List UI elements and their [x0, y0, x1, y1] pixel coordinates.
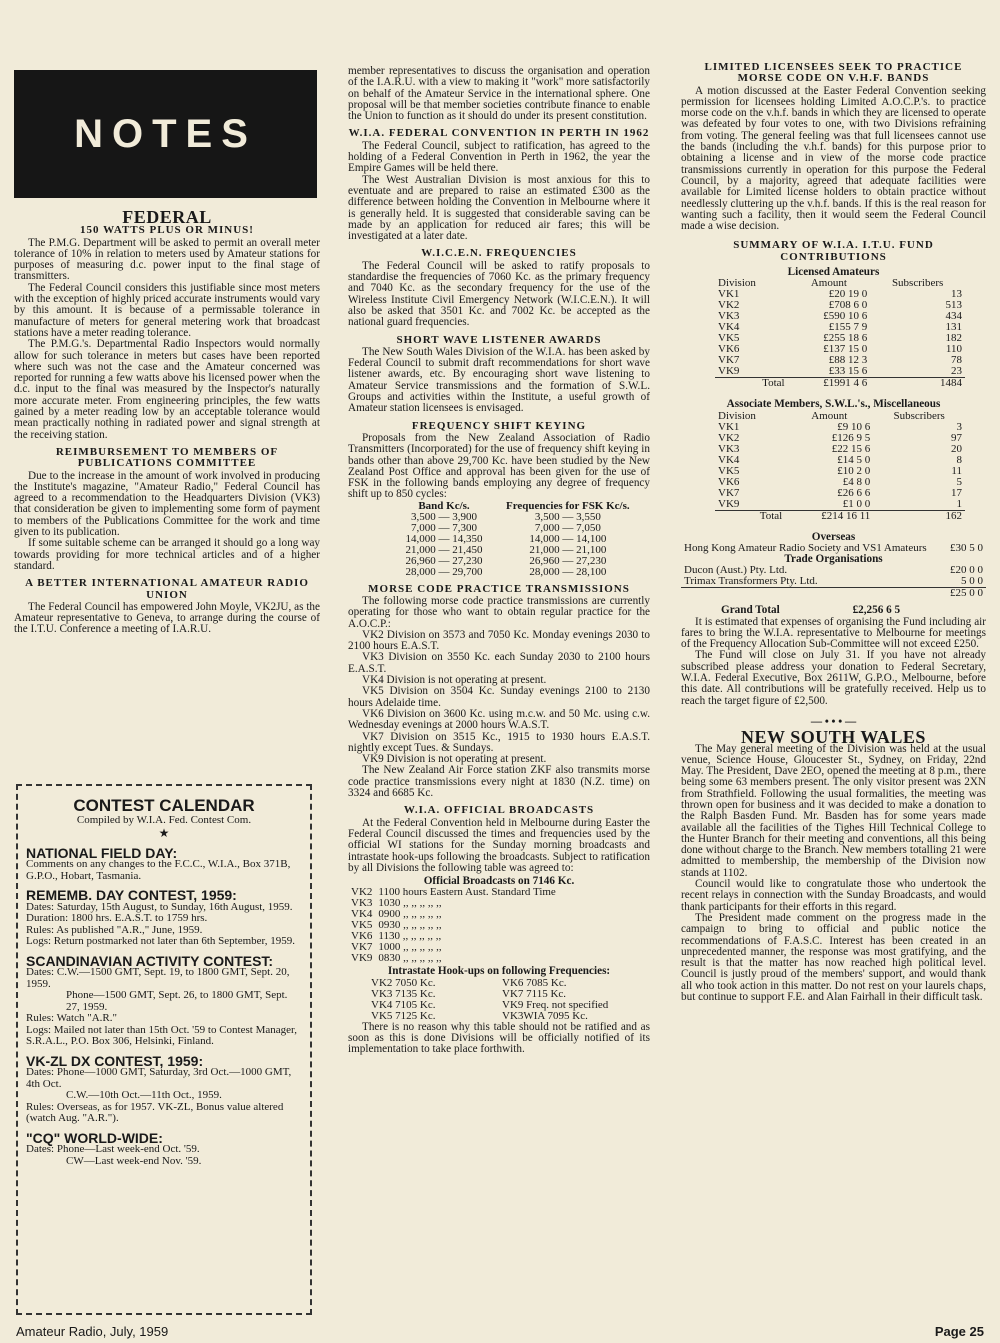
subscribers-cell: 513 [945, 299, 962, 312]
contest-title: NATIONAL FIELD DAY: [26, 844, 178, 861]
morse-item: VK6 Division on 3600 Kc. using m.c.w. and 50 Mc. using c.w. Wednesday evenings at 2000 hours W.A.S.T. [348, 707, 650, 732]
grand-total-amount: £2,256 6 5 [852, 604, 901, 617]
division-cell: VK9 [718, 365, 740, 378]
contest-title: REMEMB. DAY CONTEST, 1959: [26, 887, 237, 903]
fsk-cell: 28,000 — 29,700 [405, 565, 483, 578]
fsk-cell: 7,000 — 7,300 [411, 521, 477, 534]
trade-title: Trade Organisations [784, 552, 883, 565]
contest-detail: CW—Last week-end Nov. '59. [66, 1154, 202, 1167]
heading-itu-fund: SUMMARY OF W.I.A. I.T.U. FUND CONTRIBUTIONS [733, 239, 934, 263]
paragraph: The P.M.G. Department will be asked to permit an overall meter tolerance of 10% in relation to meters used by Amateur stations for purposes of measuring d.c. power input to the final stage of transmitters. [14, 236, 320, 283]
subscribers-cell: 78 [951, 354, 962, 367]
amount-cell: £137 15 0 [823, 343, 868, 356]
col-header: Division [718, 409, 756, 422]
paragraph: Due to the increase in the amount of work involved in producing the Institute's magazine, "Amateur Radio," Federal Council has agreed to a recommendation to the Headquarters Division (VK3) that consideration be given to implementing some form of payment to members of the Publications Committee for the work and time given to its publication. [14, 469, 320, 539]
hookup-cell: VK6 7085 Kc. [502, 976, 567, 989]
subscribers-cell: 8 [956, 453, 962, 466]
fsk-cell: 28,000 — 28,100 [529, 565, 607, 578]
hookup-cell: VK3WIA 7095 Kc. [502, 1009, 588, 1022]
morse-item: VK5 Division on 3504 Kc. Sunday evenings 2100 to 2130 hours Adelaide time. [348, 685, 650, 709]
paragraph: If some suitable scheme can be arranged it should go a long way towards providing for more technical articles and of a higher standard. [14, 537, 320, 572]
division-cell: VK2 [718, 431, 740, 444]
subscribers-cell: 5 [956, 475, 962, 488]
hookup-cell: VK7 7115 Kc. [502, 987, 567, 1000]
col-header: Amount [810, 277, 847, 290]
amount-cell: £88 12 3 [828, 354, 868, 367]
amount-cell: £255 18 6 [823, 332, 868, 345]
contest-calendar-box [16, 784, 312, 1315]
subscribers-cell: 13 [951, 288, 962, 301]
broadcast-time: 1100 hours Eastern Aust. Standard Time [378, 886, 556, 899]
paragraph: Council would like to congratulate those who undertook the recent relays in connection with the Sunday Broadcasts, and would thank participants for their efforts in this regard. [681, 878, 986, 913]
fsk-cell: 3,500 — 3,900 [411, 510, 477, 523]
trade-name: Trimax Transformers Pty. Ltd. [684, 575, 818, 588]
subscribers-cell: 182 [945, 332, 962, 345]
division-cell: VK9 [718, 497, 740, 510]
amount-cell: £708 6 0 [828, 299, 868, 312]
broadcast-division: VK6 [351, 930, 373, 943]
contest-detail: Dates: Phone—1000 GMT, Saturday, 3rd Oct.—1000 GMT, 4th Oct. [26, 1066, 292, 1090]
col-header: Division [718, 277, 756, 290]
subscribers-cell: 3 [956, 420, 962, 433]
subscribers-cell: 434 [945, 310, 962, 323]
broadcast-time: 1130 ,, ,, ,, ,, ,, [378, 930, 442, 943]
paragraph: The West Australian Division is most anxious for this to eventuate and are prepared to raise an estimated £300 as the difference between holding the Convention in Melbourne where it is generally held. It is suggested that considerable saving can be made by an application for reduced air fares; this will be investigated at a later date. [348, 173, 650, 243]
heading-wicen: W.I.C.E.N. FREQUENCIES [421, 247, 577, 260]
overseas-amount: £30 5 0 [950, 541, 983, 554]
hookup-table-title: Intrastate Hook-ups on following Frequencies: [387, 965, 611, 978]
division-cell: VK5 [718, 332, 740, 345]
fsk-cell: 21,000 — 21,450 [405, 543, 483, 556]
fsk-cell: 26,960 — 27,230 [405, 554, 483, 567]
hookup-table [368, 978, 611, 1022]
fsk-cell: 26,960 — 27,230 [529, 554, 607, 567]
division-cell: VK1 [718, 288, 740, 301]
associate-members-table [715, 411, 965, 522]
division-cell: VK3 [718, 442, 740, 455]
amount-cell: £4 8 0 [842, 475, 871, 488]
column-3 [681, 60, 986, 1003]
fsk-cell: 7,000 — 7,050 [534, 521, 601, 534]
broadcast-division: VK5 [351, 919, 373, 932]
broadcast-division: VK7 [351, 941, 373, 954]
associate-members-title: Associate Members, S.W.L.'s., Miscellaneous [726, 398, 941, 411]
amount-cell: £1 0 0 [842, 497, 871, 510]
paragraph: The Fund will close on July 31. If you have not already subscribed please address your donation to Federal Secretary, W.I.A. Federal Executive, Box 2611W, G.P.O., Melbourne, before this date. All contributions will be gratefully received. Help us to reach the target figure of £2,500. [681, 649, 986, 707]
total-label: Total [762, 377, 785, 390]
total-label: Total [759, 509, 783, 522]
paragraph: It is estimated that expenses of organising the Fund including air fares to bring the W.I.A. representative to Melbourne for meetings of the Frequency Allocation Sub-Committee will not exceed £250. [681, 615, 986, 651]
heading-limited-licensees: LIMITED LICENSEES SEEK TO PRACTICE MORSE CODE ON V.H.F. BANDS [704, 61, 963, 85]
section-title-nsw: NEW SOUTH WALES [741, 727, 926, 748]
morse-item: VK3 Division on 3550 Kc. each Sunday 2030 to 2100 hours E.A.S.T. [348, 651, 650, 675]
amount-cell: £14 5 0 [837, 453, 871, 466]
contest-detail: Rules: As published "A.R.," June, 1959. [26, 923, 203, 936]
heading-swl-awards: SHORT WAVE LISTENER AWARDS [396, 333, 602, 346]
broadcast-table-title: Official Broadcasts on 7146 Kc. [423, 875, 575, 888]
paragraph: The following morse code practice transmissions are currently operating for those who want to obtain regular practice for the A.O.C.P.: [348, 594, 650, 630]
grand-total-label: Grand Total [721, 604, 780, 617]
overseas-name: Hong Kong Amateur Radio Society and VS1 Amateurs [684, 541, 927, 554]
subscribers-cell: 20 [951, 442, 962, 455]
paragraph: The New South Wales Division of the W.I.A. has been asked by Federal Council to submit draft recommendations for short wave listener awards, etc. By encouraging short wave listening to Amateur Service transmissions and the formation of S.W.L. Groups and activities within the Institute, a useful growth of Amateur station licensees is envisaged. [348, 345, 650, 415]
subscribers-cell: 1 [956, 497, 962, 510]
paragraph: member representatives to discuss the organisation and operation of the I.A.R.U. with a view to making it "work" more satisfactorily on behalf of the Amateur Service in the international sphere. One proposal will be that member societies contribute finance to enable the Union to function as it should do under its present constitution. [348, 65, 650, 123]
notes-banner: NOTES [14, 70, 317, 198]
col-header: Amount [811, 409, 848, 422]
division-cell: VK7 [718, 486, 740, 499]
heading-fsk: FREQUENCY SHIFT KEYING [411, 419, 587, 432]
hookup-cell: VK9 Freq. not specified [502, 998, 609, 1011]
morse-item: VK7 Division on 3515 Kc., 1915 to 1930 hours E.A.S.T. nightly except Tues. & Sundays. [348, 730, 650, 754]
morse-item: VK4 Division is not operating at present. [362, 674, 547, 687]
division-cell: VK1 [718, 420, 740, 433]
amount-cell: £20 19 0 [828, 288, 868, 301]
subscribers-cell: 23 [951, 365, 962, 378]
paragraph: There is no reason why this table should not be ratified and as soon as this is done Divisions will be officially notified of its implementation to take place forthwith. [348, 1020, 650, 1056]
broadcast-division: VK9 [351, 952, 373, 965]
contest-title: SCANDINAVIAN ACTIVITY CONTEST: [26, 952, 274, 969]
fsk-header: Frequencies for FSK Kc/s. [506, 499, 630, 512]
trade-name: Ducon (Aust.) Pty. Ltd. [684, 564, 788, 577]
heading-iaru: A BETTER INTERNATIONAL AMATEUR RADIO UNION [25, 577, 309, 601]
subscribers-cell: 97 [951, 431, 962, 444]
fsk-cell: 21,000 — 21,100 [529, 543, 607, 556]
broadcast-time: 1000 ,, ,, ,, ,, ,, [378, 941, 442, 954]
morse-item: VK2 Division on 3573 and 7050 Kc. Monday evenings 2030 to 2100 hours E.A.S.T. [348, 628, 650, 653]
division-cell: VK4 [718, 453, 740, 466]
contest-detail: Phone—1500 GMT, Sept. 26, to 1800 GMT, Sept. 27, 1959. [66, 989, 288, 1013]
broadcast-time: 1030 ,, ,, ,, ,, ,, [378, 897, 442, 910]
broadcast-time: 0930 ,, ,, ,, ,, ,, [378, 919, 442, 932]
star-icon: ★ [158, 826, 170, 840]
heading-reimbursement: REIMBURSEMENT TO MEMBERS OF PUBLICATIONS COMMITTEE [55, 445, 279, 470]
heading-official-broadcasts: W.I.A. OFFICIAL BROADCASTS [403, 804, 595, 817]
trade-amount: £20 0 0 [950, 564, 983, 577]
column-1 [14, 207, 320, 636]
heading-150-watts: 150 WATTS PLUS OR MINUS! [80, 224, 254, 237]
calendar-compiled: Compiled by W.I.A. Fed. Contest Com. [76, 813, 252, 826]
morse-item: VK9 Division is not operating at present. [362, 753, 547, 766]
contest-detail: Dates: Phone—Last week-end Oct. '59. [26, 1143, 200, 1155]
contest-title: VK-ZL DX CONTEST, 1959: [26, 1052, 204, 1069]
subscribers-cell: 17 [951, 486, 962, 499]
footer-publication: Amateur Radio, July, 1959 [16, 1324, 169, 1339]
paragraph: The President made comment on the progress made in the campaign to bring to official and public notice the recommendations of F.A.S.C. Interest has been created in an unprecedented manner, the response was most gratifying, and the result is that the matter has now reached high political level. Council is justly proud of the members' support, and would thank all who took action in this matter. Do not rest on your laurels chaps, but continue to support F.E. and Alan Fairhall in their difficult task. [681, 911, 986, 1004]
amount-cell: £10 2 0 [837, 464, 871, 477]
paragraph: The Federal Council has empowered John Moyle, VK2JU, as the Amateur representative to Geneva, to arrange during the course of the I.T.U. Conference a meeting of I.A.R.U. [14, 600, 320, 636]
division-cell: VK2 [718, 299, 740, 312]
paragraph: Proposals from the New Zealand Association of Radio Transmitters (Incorporated) for the use of frequency shift keying in bands other than above 29,700 Kc. have been studied by the New Zealand Post Office and approval has been given for the use of FSK in the following bands employing any degree of frequency shift up to 850 cycles: [348, 431, 650, 501]
calendar-title: CONTEST CALENDAR [73, 796, 255, 815]
contest-detail: Duration: 1800 hrs. E.A.S.T. to 1759 hrs. [26, 912, 208, 924]
broadcast-time: 0830 ,, ,, ,, ,, ,, [378, 952, 442, 965]
contest-detail: Rules: Overseas, as for 1957. VK-ZL, Bonus value altered (watch Aug. "A.R."). [26, 1100, 284, 1124]
total-amount: £214 16 11 [821, 509, 871, 522]
contest-detail: Logs: Mailed not later than 15th Oct. '59 to Contest Manager, S.R.A.L., P.O. Box 306, Helsinki, Finland. [26, 1023, 297, 1047]
contest-detail: Comments on any changes to the F.C.C., W.I.A., Box 371B, G.P.O., Hobart, Tasmania. [26, 858, 291, 882]
hookup-cell: VK3 7135 Kc. [371, 987, 436, 1000]
amount-cell: £590 10 6 [823, 310, 868, 323]
amount-cell: £22 15 6 [831, 442, 871, 455]
division-cell: VK4 [718, 321, 740, 334]
paragraph: A motion discussed at the Easter Federal Convention seeking permission for licensees holding Limited A.O.C.P.'s. to practice morse code on the v.h.f. bands in which they are licensed to operate was defeated by four votes to one, with two Divisions refraining from voting. The general feeling was that full licensees cannot use the bands (including the v.h.f. bands) for this purpose prior to obtaining a license and in view of the morse code practice transmissions currently in operation for this purpose the Federal Council, by a majority, agreed that adequate facilities were available for Limited license holders to obtain practice without needlessly cluttering up the v.h.f. bands. If this is the real reason for wanting such a facility, then it would seem the Federal Council made a wise decision. [681, 84, 986, 233]
paragraph: The P.M.G.'s. Departmental Radio Inspectors would normally allow for such tolerance in meters but cases have been reported where such was not the case and the Amateur concerned was reported for running a few watts above his licensed power when the d.c. input to the final was measured by the Inspector's naturally more accurate meter. From engineering principles, the few watts gained by a meter reading low by an acceptable tolerance would mean practically nothing in radiated power and signal strength at the receiving station. [14, 338, 320, 441]
fsk-cell: 14,000 — 14,100 [529, 532, 607, 545]
contest-detail: Logs: Return postmarked not later than 6th September, 1959. [26, 935, 296, 947]
fsk-table [388, 501, 636, 578]
broadcast-division: VK3 [351, 897, 373, 910]
heading-convention: W.I.A. FEDERAL CONVENTION IN PERTH IN 1962 [348, 127, 650, 140]
licensed-amateurs-title: Licensed Amateurs [787, 266, 880, 279]
section-title-federal: FEDERAL [122, 207, 212, 227]
col-header: Subscribers [891, 277, 944, 290]
contest-title: "CQ" WORLD-WIDE: [26, 1129, 163, 1146]
broadcast-division: VK4 [351, 908, 373, 921]
hookup-cell: VK5 7125 Kc. [371, 1009, 436, 1022]
contest-detail: Dates: Saturday, 15th August, to Sunday, 16th August, 1959. [26, 900, 293, 913]
amount-cell: £26 6 6 [837, 486, 871, 499]
total-subscribers: 162 [945, 509, 962, 522]
paragraph: The May general meeting of the Division was held at the usual venue, Science House, Gloucester St., Sydney, on Friday, 22nd May. The President, Dave 2EO, opened the meeting at 8 p.m., there being some 63 members present. The only visitor present was 2XN from Strathfield. Following the usual formalities, the meeting was thrown open for business and it was decided to make a donation to the Ralph Basden Fund. Mr. Basden has for some years made available all the facilities of the Tighes Hill Technical College to the Hunter Branch for their meeting and conventions, all this being done without charge to the Branch. New members totalling 21 were admitted to membership, the membership of the Division now stands at 1102. [681, 742, 986, 879]
separator: — • • • — [810, 715, 857, 728]
subscribers-cell: 11 [951, 464, 962, 477]
subscribers-cell: 131 [945, 321, 962, 334]
paragraph: The Federal Council considers this justifiable since most meters with the exception of highly priced accurate instruments would vary by this amount. It is because of a permissable tolerance in manufacture of meters for general metering work that broadcast stations have a meter reading tolerance. [14, 281, 320, 339]
contest-detail: C.W.—10th Oct.—11th Oct., 1959. [66, 1089, 222, 1101]
paragraph: The Federal Council will be asked to ratify proposals to standardise the frequencies of 7060 Kc. as the primary frequency and 7040 Kc. as the secondary frequency for the use of the Wireless Institute Civil Emergency Network (W.I.C.E.N.). It will also be asked that 3501 Kc. and 7002 Kc. be accepted as the national guard frequencies. [348, 259, 650, 329]
overseas-title: Overseas [811, 530, 856, 543]
division-cell: VK6 [718, 343, 740, 356]
division-cell: VK5 [718, 464, 740, 477]
broadcast-division: VK2 [351, 886, 373, 899]
total-subscribers: 1484 [940, 377, 962, 390]
hookup-cell: VK2 7050 Kc. [371, 976, 436, 989]
contest-detail: Rules: Watch "A.R." [26, 1012, 117, 1024]
contest-detail: Dates: C.W.—1500 GMT, Sept. 19, to 1800 GMT, Sept. 20, 1959. [26, 966, 290, 990]
trade-sum: £25 0 0 [950, 587, 983, 600]
subscribers-cell: 110 [945, 343, 962, 356]
paragraph: The New Zealand Air Force station ZKF also transmits morse code practice transmissions every night at 1830 (N.Z. time) on 3324 and 6685 Kc. [348, 764, 650, 800]
fsk-header: Band Kc/s. [418, 499, 470, 512]
licensed-amateurs-table [715, 278, 965, 389]
grand-total [681, 605, 986, 616]
col-header: Subscribers [893, 409, 945, 422]
hookup-cell: VK4 7105 Kc. [371, 998, 436, 1011]
division-cell: VK6 [718, 475, 740, 488]
division-cell: VK7 [718, 354, 740, 367]
paragraph: The Federal Council, subject to ratification, has agreed to the holding of a Federal Convention in Perth in 1962, the year the Empire Games will be held there. [348, 139, 650, 175]
column-2 [348, 66, 650, 1056]
paragraph: At the Federal Convention held in Melbourne during Easter the Federal Council discussed the times and frequencies used by the official WI stations for the Sunday morning broadcasts and intrastate hook-ups following the broadcasts. Subject to ratification by all Divisions the following table was agreed to: [348, 816, 650, 874]
trade-amount: 5 0 0 [961, 575, 983, 588]
amount-cell: £9 10 6 [837, 420, 871, 433]
division-cell: VK3 [718, 310, 740, 323]
trade-table [681, 565, 986, 599]
amount-cell: £155 7 9 [828, 321, 868, 334]
footer-page-number: Page 25 [934, 1324, 984, 1339]
heading-morse-practice: MORSE CODE PRACTICE TRANSMISSIONS [368, 582, 630, 595]
broadcast-time: 0900 ,, ,, ,, ,, ,, [378, 908, 442, 921]
amount-cell: £126 9 5 [831, 431, 871, 444]
amount-cell: £33 15 6 [828, 365, 868, 378]
total-amount: £1991 4 6 [823, 377, 868, 390]
fsk-cell: 3,500 — 3,550 [534, 510, 601, 523]
broadcast-table [348, 887, 559, 964]
fsk-cell: 14,000 — 14,350 [405, 532, 483, 545]
